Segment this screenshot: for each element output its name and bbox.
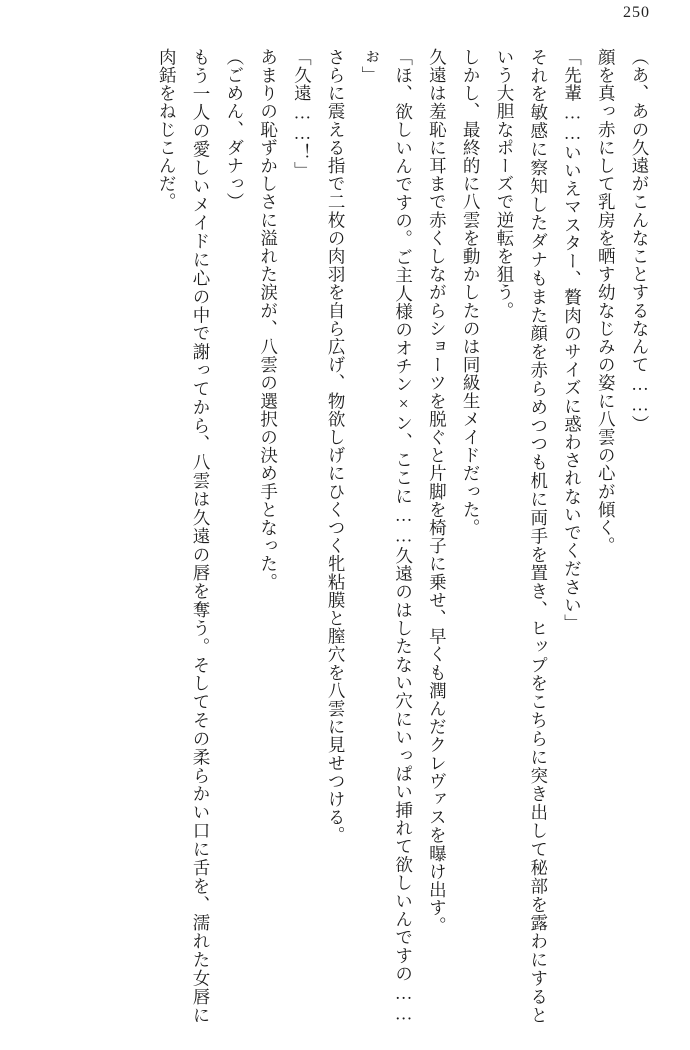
paragraph: さらに震える指で二枚の肉羽を自ら広げ、物欲しげにひくつく牝粘膜と膣穴を八雲に見せつける。	[326, 48, 347, 845]
paragraph: 久遠は羞恥に耳まで赤くしながらショーツを脱ぐと片脚を椅子に乗せ、早くも潤んだクレヴァスを曝け出す。	[427, 48, 448, 935]
page-number: 250	[623, 4, 650, 21]
paragraph: もう一人の愛しいメイドに心の中で謝ってから、八雲は久遠の唇を奪う。そしてその柔らかい口に舌を、濡れた女唇に肉銛をねじこんだ。	[157, 48, 212, 1024]
paragraph: 「先輩……いいえマスター、贅肉のサイズに惑わされないでください」	[562, 48, 583, 633]
paragraph: しかし、最終的に八雲を動かしたのは同級生メイドだった。	[461, 48, 482, 537]
paragraph: （ごめん、ダナっ）	[224, 48, 245, 211]
paragraph: 顔を真っ赤にして乳房を晒す幼なじみの姿に八雲の心が傾く。	[596, 48, 617, 555]
paragraph: 「ほ、欲しいんですの。ご主人様のオチン×ン、ここに……久遠のはしたない穴にいっぱい挿れて欲しいんですの……ぉ」	[359, 48, 414, 1024]
paragraph: 「久遠……！」	[292, 48, 313, 180]
paragraph: あまりの恥ずかしさに溢れた涙が、八雲の選択の決め手となった。	[258, 48, 279, 591]
paragraph: それを敏感に察知したダナもまた顔を赤らめつつも机に両手を置き、ヒップをこちらに突き出して秘部を露わにするという大胆なポーズで逆転を狙う。	[494, 48, 549, 1024]
body-text-vertical	[34, 48, 656, 1024]
paragraph: （あ、あの久遠がこんなことするなんて……）	[630, 48, 650, 434]
